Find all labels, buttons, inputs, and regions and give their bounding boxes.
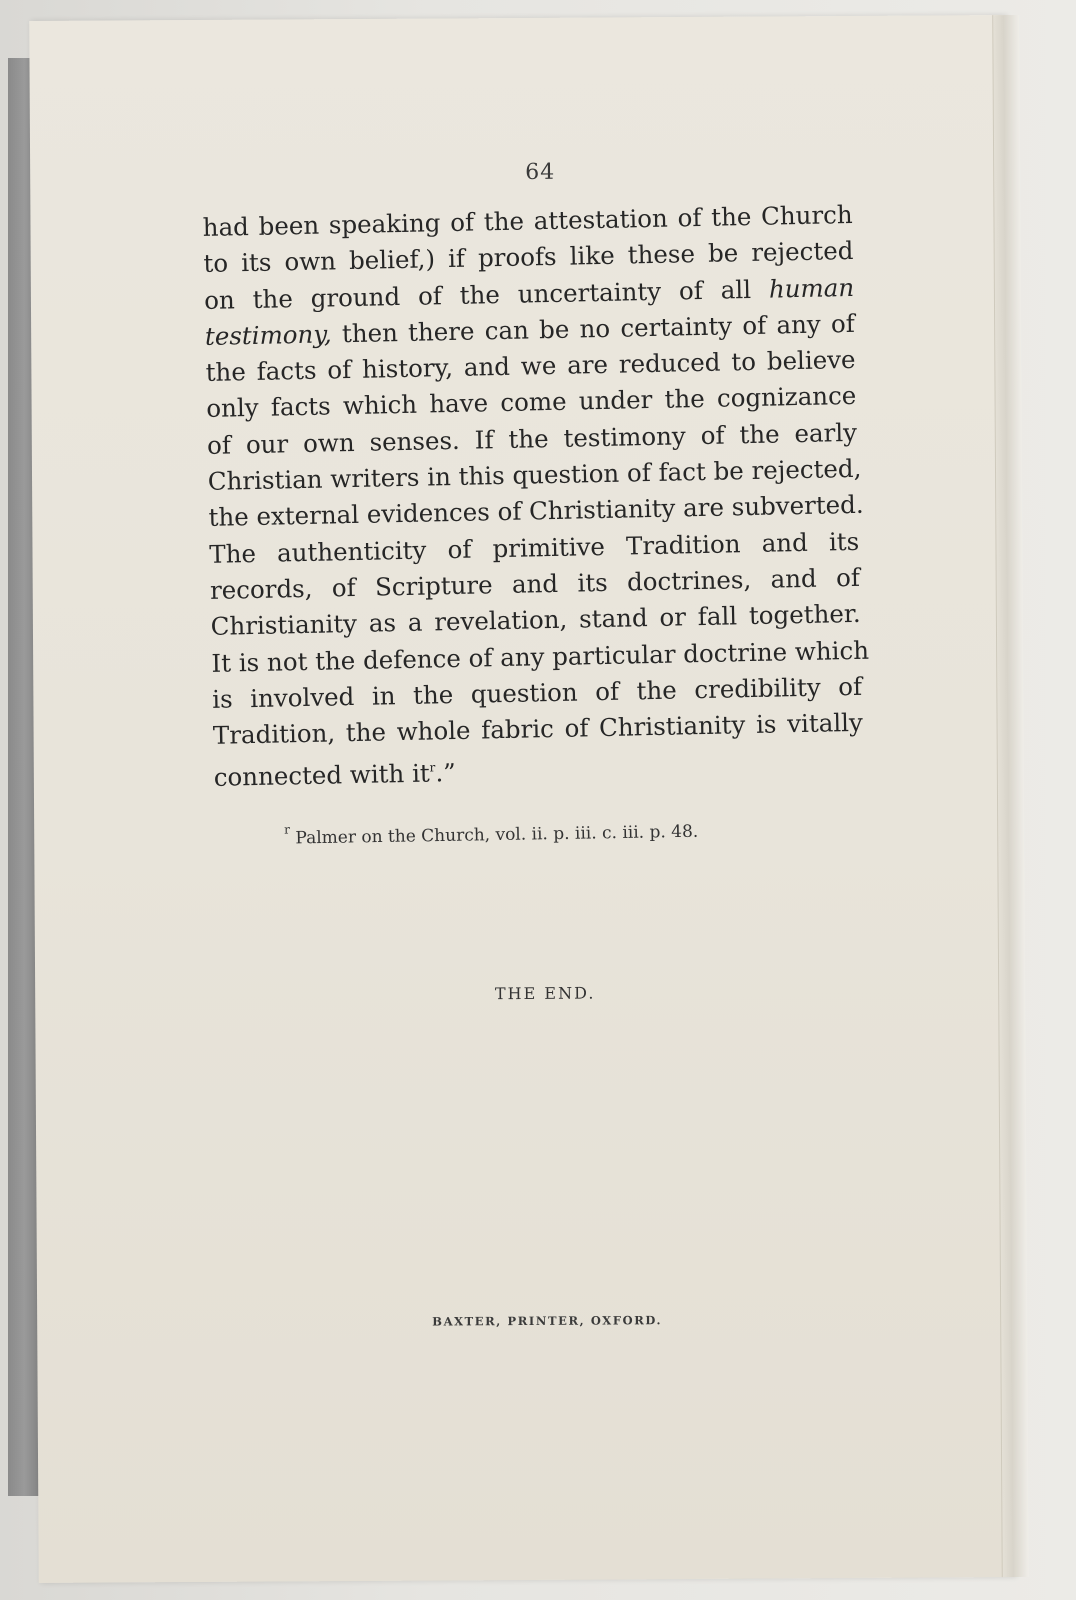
text-line: to its own belief,) if proofs like these be rejected bbox=[203, 236, 854, 279]
text-line: had been speaking of the attestation of the Church bbox=[202, 199, 853, 242]
footnote-text: Palmer on the Church, vol. ii. p. iii. c. iii. p. 48. bbox=[295, 821, 699, 849]
body-paragraph bbox=[202, 197, 870, 797]
text-segment: on the ground of the uncertainty of all bbox=[203, 274, 770, 315]
footnote-marker: r bbox=[284, 822, 291, 837]
text-line: Christianity as a revelation, stand or fall together. bbox=[210, 599, 861, 642]
text-segment: then there can be no certainty of any of bbox=[331, 308, 856, 349]
page-number: 64 bbox=[525, 159, 556, 185]
text-line: It is not the defence of any particular doctrine which bbox=[211, 635, 870, 678]
printer-imprint: BAXTER, PRINTER, OXFORD. bbox=[432, 1313, 663, 1329]
text-segment: connected with it bbox=[213, 758, 431, 793]
text-line: is involved in the question of the credibility of bbox=[211, 671, 863, 714]
text-line: The authenticity of primitive Tradition and its bbox=[209, 526, 860, 569]
footnote bbox=[284, 813, 884, 849]
footnote-reference: r bbox=[429, 760, 436, 775]
text-segment: .” bbox=[435, 758, 457, 788]
text-line: of our own senses. If the testimony of the early bbox=[206, 417, 858, 460]
text-line: Christian writers in this question of fact be rejected, bbox=[207, 453, 862, 496]
text-line: the external evidences of Christianity are subverted. bbox=[208, 490, 864, 533]
book-page bbox=[29, 15, 1015, 1583]
text-line: only facts which have come under the cognizance bbox=[206, 381, 857, 424]
text-line: records, of Scripture and its doctrines, and of bbox=[209, 562, 861, 605]
italic-word: testimony, bbox=[204, 319, 332, 351]
the-end-heading: THE END. bbox=[494, 983, 596, 1004]
italic-word: human bbox=[768, 272, 855, 304]
text-line: the facts of history, and we are reduced to believe bbox=[205, 345, 856, 388]
text-line: Tradition, the whole fabric of Christianity is vitally bbox=[212, 707, 864, 750]
